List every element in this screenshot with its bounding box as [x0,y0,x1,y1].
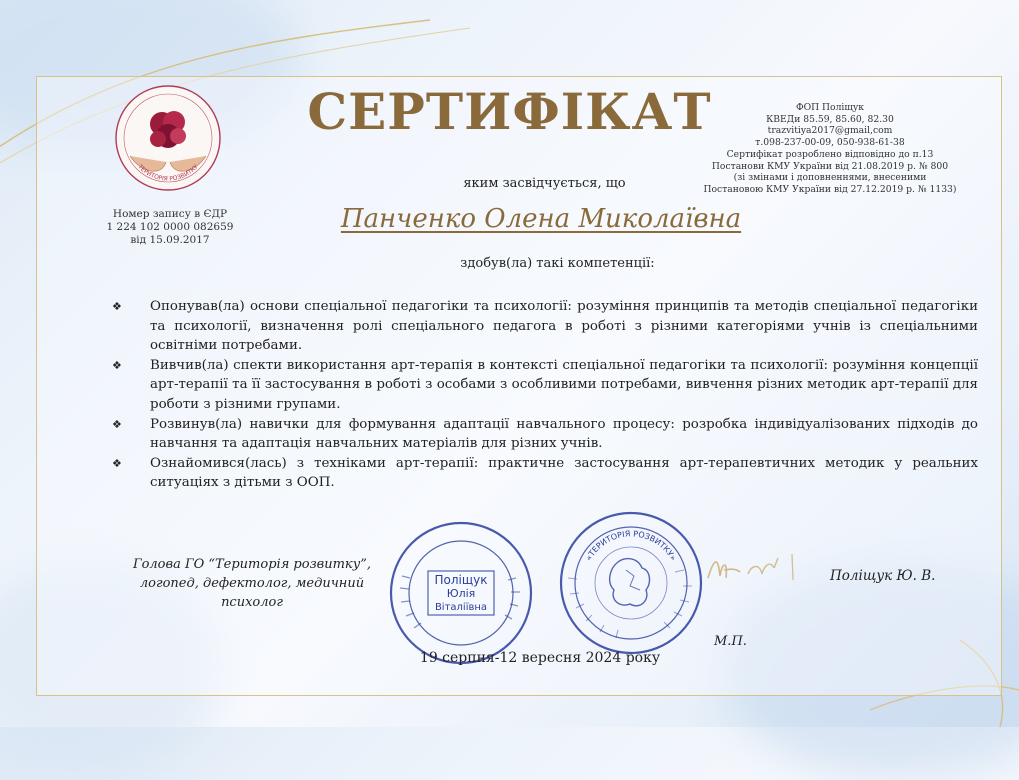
competency-item [112,454,978,493]
edr-line: від 15.09.2017 [130,234,210,246]
issuer-line: Постанови КМУ України від 21.08.2019 р. № 800 [711,160,949,172]
organization-stamp [556,508,706,658]
issuer-line: (зі змінами і доповненнями, внесеними [733,172,927,184]
issuer-line: Сертифікат розроблено відповідно до п.13 [726,148,934,160]
attest-text: яким засвідчується, що [463,176,626,191]
diamond-bullet-icon: ❖ [112,456,122,470]
edr-line: Номер запису в ЄДР [112,208,228,220]
fop-stamp [386,518,536,668]
issuer-line: trazvitiya2017@gmail,com [767,125,893,137]
issuer-line: КВЕДи 85.59, 85.60, 82.30 [766,113,894,125]
competency-text: Ознайомився(лась) з техніками арт-терапії: практичне застосування арт-терапевтичних методик у реальних ситуаціях з дітьми з ООП. [150,455,978,491]
head-line: логопед, дефектолог, медичний [139,576,365,591]
head-position [112,555,392,612]
stamp-text: Юлія [446,587,476,600]
competency-item [112,415,978,454]
competency-text: Вивчив(ла) спекти використання арт-терапія в контексті спеціальної педагогіки та психології: розуміння концепції арт-терапії та її застосування в роботі з особами з особливими потребами, вивчення різних методик арт-терапії для роботи з різними групами. [150,357,978,412]
competencies-heading: здобув(ла) такі компетенції: [460,256,655,271]
signer-name: Поліщук Ю. В. [830,568,936,584]
diamond-bullet-icon: ❖ [112,300,122,313]
edr-line: 1 224 102 0000 082659 [106,221,234,233]
competency-text: Розвинув(ла) навички для формування адаптації навчального процесу: розробка індивідуалізованих підходів до навчання та адаптація навчальних матеріалів для різних учнів. [150,416,978,452]
competencies-list [112,297,978,493]
competency-text: Опонував(ла) основи спеціальної педагогіки та психології: розуміння принципів та методів спеціальної педагогіки та психології, визначення ролі спеціального педагога в роботі з різними категоріями учнів із спеціальними освітніми потребами. [150,299,978,354]
certificate-title: СЕРТИФІКАТ [307,82,712,141]
stamp-place-label: М.П. [714,634,747,649]
stamp-text: Поліщук [434,573,488,587]
recipient-name: Панченко Олена Миколаївна [340,204,742,234]
head-line: Голова ГО “Територія розвитку”, [132,557,372,572]
issuer-line: ФОП Поліщук [795,102,865,113]
head-line: психолог [221,595,283,610]
course-dates: 19 серпня-12 вересня 2024 року [419,650,661,666]
issuer-line: Постановою КМУ України від 27.12.2019 р. № 1133) [703,183,957,195]
diamond-bullet-icon: ❖ [112,358,122,372]
competency-item [112,297,978,356]
svg-text:ТЕРИТОРІЯ РОЗВИТКУ: ТЕРИТОРІЯ РОЗВИТКУ [136,163,200,183]
issuer-line: т.098-237-00-09, 050-938-61-38 [755,137,905,149]
signature [704,548,800,588]
svg-text:«ТЕРИТОРІЯ РОЗВИТКУ»: «ТЕРИТОРІЯ РОЗВИТКУ» [584,529,678,563]
diamond-bullet-icon: ❖ [112,417,122,431]
stamp-text: Віталіївна [434,602,488,613]
competency-item [112,356,978,415]
